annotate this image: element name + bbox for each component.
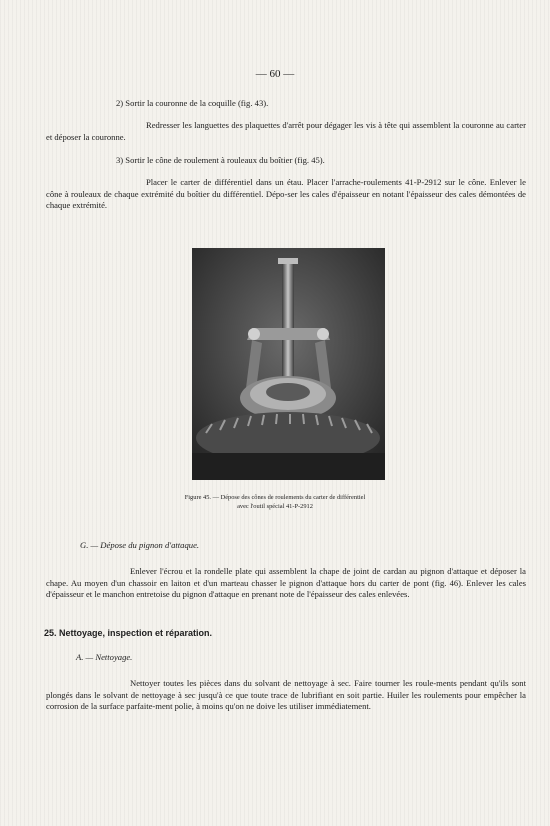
page-number: — 60 — <box>255 68 295 80</box>
step2-body: Redresser les languettes des plaquettes d'arrêt pour dégager les vis à tête qui assemblent la couronne au carter et déposer la couronne. <box>46 120 526 142</box>
step3-title: 3) Sortir le cône de roulement à rouleaux du boîtier (fig. 45). <box>116 155 325 165</box>
section-25-title: 25. Nettoyage, inspection et réparation. <box>44 628 213 638</box>
section-g-body: Enlever l'écrou et la rondelle plate qui assemblent la chape de joint de cardan au pignon d'attaque et déposer la chape. Au moyen d'un chassoir en laiton et d'un marteau chasser le pignon d'attaque hors du carter de pont (fig. 46). Enlever les cales d'épaisseur et le manchon entretoise du pignon d'attaque en prenant note de l'épaisseur des cales enlevées. <box>46 566 526 599</box>
section-25a-body: Nettoyer toutes les pièces dans du solvant de nettoyage à sec. Faire tourner les roule-ments pendant qu'ils sont plongés dans le solvant de nettoyage à sec jusqu'à ce que toute trace de lubrifiant en soit partie. Huiler les roulements pour empêcher la corrosion de la surface parfaite-ment polie, à moins qu'on ne doive les utiliser immédiatement. <box>46 678 526 711</box>
section-25a-heading: A. — Nettoyage. <box>76 652 133 662</box>
section-g-heading: G. — Dépose du pignon d'attaque. <box>80 540 200 550</box>
figure-caption-line1: Figure 45. — Dépose des cônes de roulements du carter de différentiel <box>184 494 366 501</box>
step3-body: Placer le carter de différentiel dans un étau. Placer l'arrache-roulements 41-P-2912 sur le cône. Enlever le cône à rouleaux de chaque extrémité du boîtier du différentiel. Dépo-ser les cales d'épaisseur en notant l'épaisseur des cales démontées de chaque extrémité. <box>46 177 526 210</box>
figure-caption-line2: avec l'outil spécial 41-P-2912 <box>237 503 313 510</box>
step2-title: 2) Sortir la couronne de la coquille (fig. 43). <box>116 98 269 108</box>
differential-puller-illustration <box>192 248 385 480</box>
figure-45-photo <box>192 248 385 480</box>
